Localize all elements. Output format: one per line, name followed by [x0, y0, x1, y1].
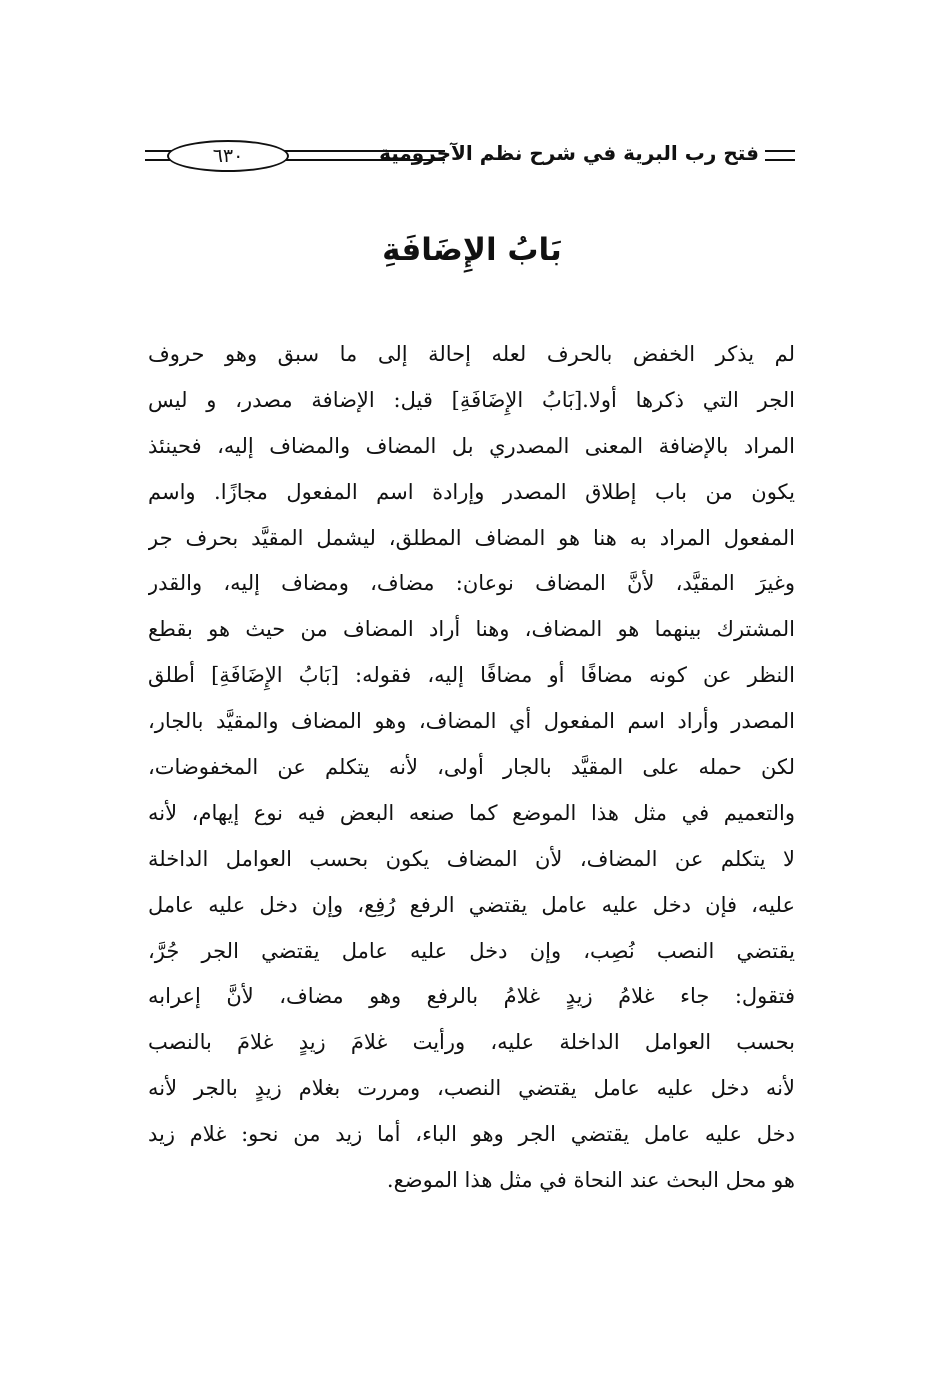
- text-line: عليه، فإن دخل عليه عامل يقتضي الرفع رُفِع، وإن دخل عليه عامل: [148, 892, 795, 917]
- text-line: لأنه دخل عليه عامل يقتضي النصب، ومررت بغلام زيدٍ بالجر لأنه: [148, 1076, 795, 1101]
- text-line: لكن حمله على المقيَّد بالجار أولى، لأنه يتكلم عن المخفوضات،: [148, 755, 795, 780]
- text-line: المفعول المراد به هنا هو المضاف المطلق، ليشمل المقيَّد بحرف جر: [148, 525, 795, 550]
- text-line: هو محل البحث عند النحاة في مثل هذا الموضع.: [386, 1168, 795, 1193]
- text-line: يقتضي النصب نُصِب، وإن دخل عليه عامل يقتضي الجر جُرَّ،: [148, 938, 795, 963]
- text-line: الجر التي ذكرها أولا.[بَابُ الإِضَافَةِ] قيل: الإضافة مصدر، و ليس: [148, 387, 795, 412]
- page-number-oval: [167, 140, 289, 172]
- chapter-title: بَابُ الإِضَافَةِ: [382, 232, 562, 268]
- body-text: [148, 332, 795, 1204]
- text-line: لم يذكر الخفض بالحرف لعله إحالة إلى ما سبق وهو حروف: [148, 342, 795, 366]
- text-line: والتعميم في مثل هذا الموضع كما صنعه البعض فيه نوع إيهام، لأنه: [148, 800, 795, 825]
- text-line: المشترك بينهما هو المضاف، وهنا أراد المضاف من حيث هو بقطع: [148, 617, 795, 642]
- text-line: وغيرَ المقيَّد، لأنَّ المضاف نوعان: مضاف، ومضاف إليه، والقدر: [148, 571, 795, 596]
- page-number: ٦٣٠: [212, 145, 244, 167]
- header-rule-right: [765, 150, 795, 161]
- running-header: [145, 140, 795, 176]
- header-rule-middle: [275, 150, 445, 161]
- text-line: دخل عليه عامل يقتضي الجر وهو الباء، أما زيد من نحو: غلام زيد: [148, 1122, 795, 1147]
- text-line: فتقول: جاء غلامُ زيدٍ غلامُ بالرفع وهو مضاف، لأنَّ إعرابه: [148, 984, 795, 1009]
- text-line: المصدر وأراد اسم المفعول أي المضاف، وهو المضاف والمقيَّد بالجار،: [148, 709, 795, 734]
- text-line: بحسب العوامل الداخلة عليه، ورأيت غلامَ زيدٍ غلامَ بالنصب: [148, 1030, 795, 1055]
- text-line: المراد بالإضافة المعنى المصدري بل المضاف والمضاف إليه، فحينئذ: [148, 433, 795, 458]
- text-line: يكون من باب إطلاق المصدر وإرادة اسم المفعول مجازًا. واسم: [148, 479, 795, 504]
- text-line: لا يتكلم عن المضاف، لأن المضاف يكون بحسب العوامل الداخلة: [148, 846, 795, 871]
- text-line: النظر عن كونه مضافًا أو مضافًا إليه، فقوله: [بَابُ الإِضَافَةِ] أطلق: [148, 663, 795, 688]
- running-header-title: فتح رب البرية في شرح نظم الآجرومية: [379, 141, 759, 165]
